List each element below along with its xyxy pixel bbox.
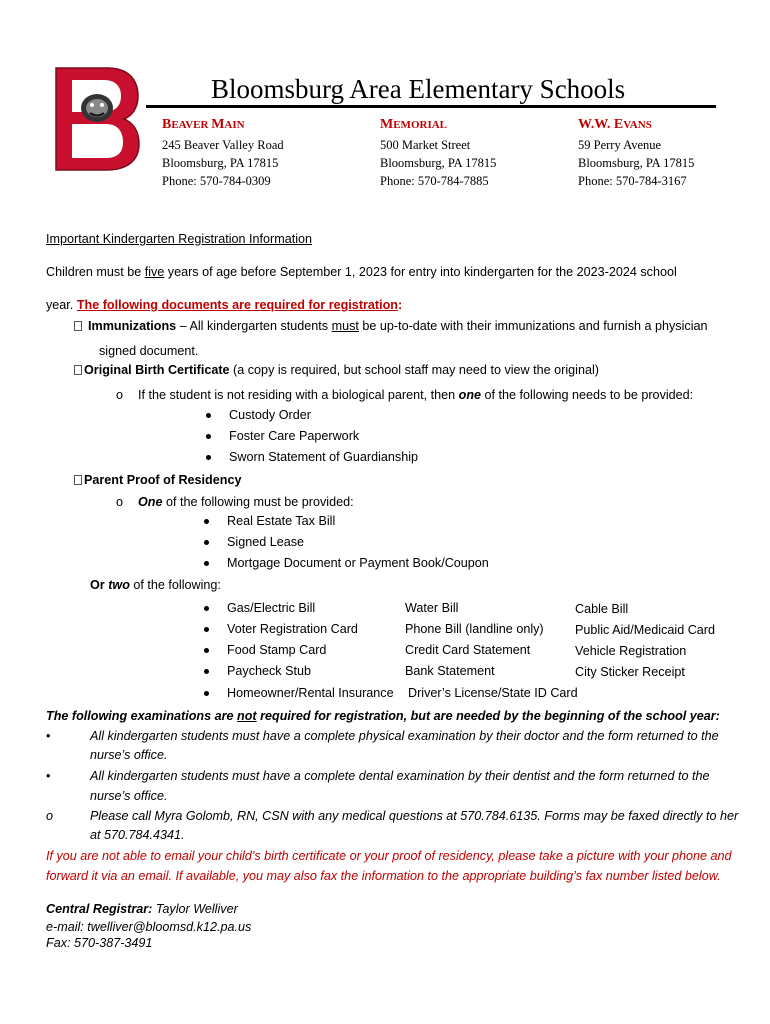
bullet-icon	[206, 434, 211, 439]
bullet-icon	[204, 519, 209, 524]
sub-marker: o	[46, 809, 54, 823]
bullet-icon: •	[46, 769, 51, 783]
residency-item: Parent Proof of Residency	[74, 473, 241, 488]
bullet-icon	[204, 648, 209, 653]
list-item: Sworn Statement of Guardianship	[229, 450, 419, 464]
list-item: Foster Care Paperwork	[229, 429, 360, 443]
school-city: Bloomsburg, PA 17815	[380, 156, 497, 170]
list-item: Homeowner/Rental Insurance	[227, 686, 394, 700]
sub-marker: o	[116, 495, 124, 509]
logo-graphic	[54, 66, 140, 172]
registrar-fax: Fax: 570-387-3491	[46, 936, 153, 950]
notice-line-1: If you are not able to email your child’s birth certificate or your proof of residency, please take a picture with your phone and	[46, 849, 732, 863]
school-phone: Phone: 570-784-3167	[578, 174, 687, 188]
school-name: W.W. EVANS	[578, 117, 652, 132]
exam-item-contact-cont: at 570.784.4341.	[90, 828, 185, 842]
list-item: Voter Registration Card	[227, 622, 358, 636]
exam-item-dental: All kindergarten students must have a complete dental examination by their dentist and the form returned to the	[90, 769, 710, 783]
section-heading: Important Kindergarten Registration Information	[46, 232, 313, 246]
bullet-icon	[204, 561, 209, 566]
list-item: Vehicle Registration	[575, 644, 687, 658]
bullet-icon	[206, 455, 211, 460]
exams-heading: The following examinations are not required for registration, but are needed by the beginning of the school year:	[46, 709, 720, 723]
list-item: City Sticker Receipt	[575, 665, 685, 679]
immunizations-item: Immunizations – All kindergarten students must be up-to-date with their immunizations and furnish a physician	[74, 319, 708, 334]
school-phone: Phone: 570-784-0309	[162, 174, 271, 188]
bullet-icon	[204, 627, 209, 632]
checkbox-icon	[74, 475, 82, 485]
school-name: MEMORIAL	[380, 117, 447, 132]
school-city: Bloomsburg, PA 17815	[162, 156, 279, 170]
school-city: Bloomsburg, PA 17815	[578, 156, 695, 170]
checkbox-icon	[74, 365, 82, 375]
exam-item-physical-cont: nurse’s office.	[90, 748, 168, 762]
list-item: Real Estate Tax Bill	[227, 514, 336, 528]
exam-item-contact: Please call Myra Golomb, RN, CSN with any medical questions at 570.784.6135. Forms may be faxed directly to her	[90, 809, 739, 823]
list-item: Credit Card Statement	[405, 643, 531, 657]
residency-sub-item: One of the following must be provided:	[138, 495, 354, 509]
page-title: Bloomsburg Area Elementary Schools	[211, 74, 626, 104]
list-item: Phone Bill (landline only)	[405, 622, 544, 636]
list-item: Public Aid/Medicaid Card	[575, 623, 716, 637]
list-item: Water Bill	[405, 601, 459, 615]
intro-line-2: year. The following documents are required for registration:	[46, 298, 403, 312]
list-item: Cable Bill	[575, 602, 629, 616]
immunizations-continued: signed document.	[99, 344, 199, 358]
school-beaver-main	[162, 117, 284, 190]
sub-marker: o	[116, 388, 124, 402]
school-phone: Phone: 570-784-7885	[380, 174, 489, 188]
birth-sub-item: If the student is not residing with a biological parent, then one of the following needs to be provided:	[138, 388, 694, 402]
title-rule	[146, 105, 716, 108]
list-item: Custody Order	[229, 408, 311, 422]
exam-item-physical: All kindergarten students must have a complete physical examination by their doctor and the form returned to the	[90, 729, 719, 743]
school-logo	[54, 66, 140, 172]
registrar-email[interactable]: e-mail: twelliver@bloomsd.k12.pa.us	[46, 920, 252, 934]
list-item: Gas/Electric Bill	[227, 601, 316, 615]
school-ww-evans	[578, 117, 694, 190]
list-item: Paycheck Stub	[227, 664, 312, 678]
exam-item-dental-cont: nurse’s office.	[90, 789, 168, 803]
or-two-label: Or two of the following:	[90, 578, 221, 592]
school-address: 500 Market Street	[380, 138, 471, 152]
birth-certificate-item: Original Birth Certificate (a copy is required, but school staff may need to view the original)	[74, 363, 599, 378]
bullet-icon: •	[46, 729, 51, 743]
list-item: Driver’s License/State ID Card	[408, 686, 578, 700]
list-item: Signed Lease	[227, 535, 305, 549]
school-memorial	[380, 117, 496, 190]
registrar-line: Central Registrar: Taylor Welliver	[46, 902, 238, 916]
school-address: 59 Perry Avenue	[578, 138, 662, 152]
list-item: Bank Statement	[405, 664, 495, 678]
bullet-icon	[204, 691, 209, 696]
intro-line-1: Children must be five years of age before September 1, 2023 for entry into kindergarten for the 2023-2024 school	[46, 265, 677, 279]
bullet-icon	[204, 606, 209, 611]
list-item: Mortgage Document or Payment Book/Coupon	[227, 556, 489, 570]
checkbox-icon	[74, 321, 82, 331]
list-item: Food Stamp Card	[227, 643, 327, 657]
bullet-icon	[206, 413, 211, 418]
school-name: BEAVER MAIN	[162, 117, 245, 132]
school-address: 245 Beaver Valley Road	[162, 138, 284, 152]
bullet-icon	[204, 669, 209, 674]
notice-line-2: forward it via an email. If available, you may also fax the information to the appropriate building’s fax number listed below.	[46, 869, 721, 883]
bullet-icon	[204, 540, 209, 545]
